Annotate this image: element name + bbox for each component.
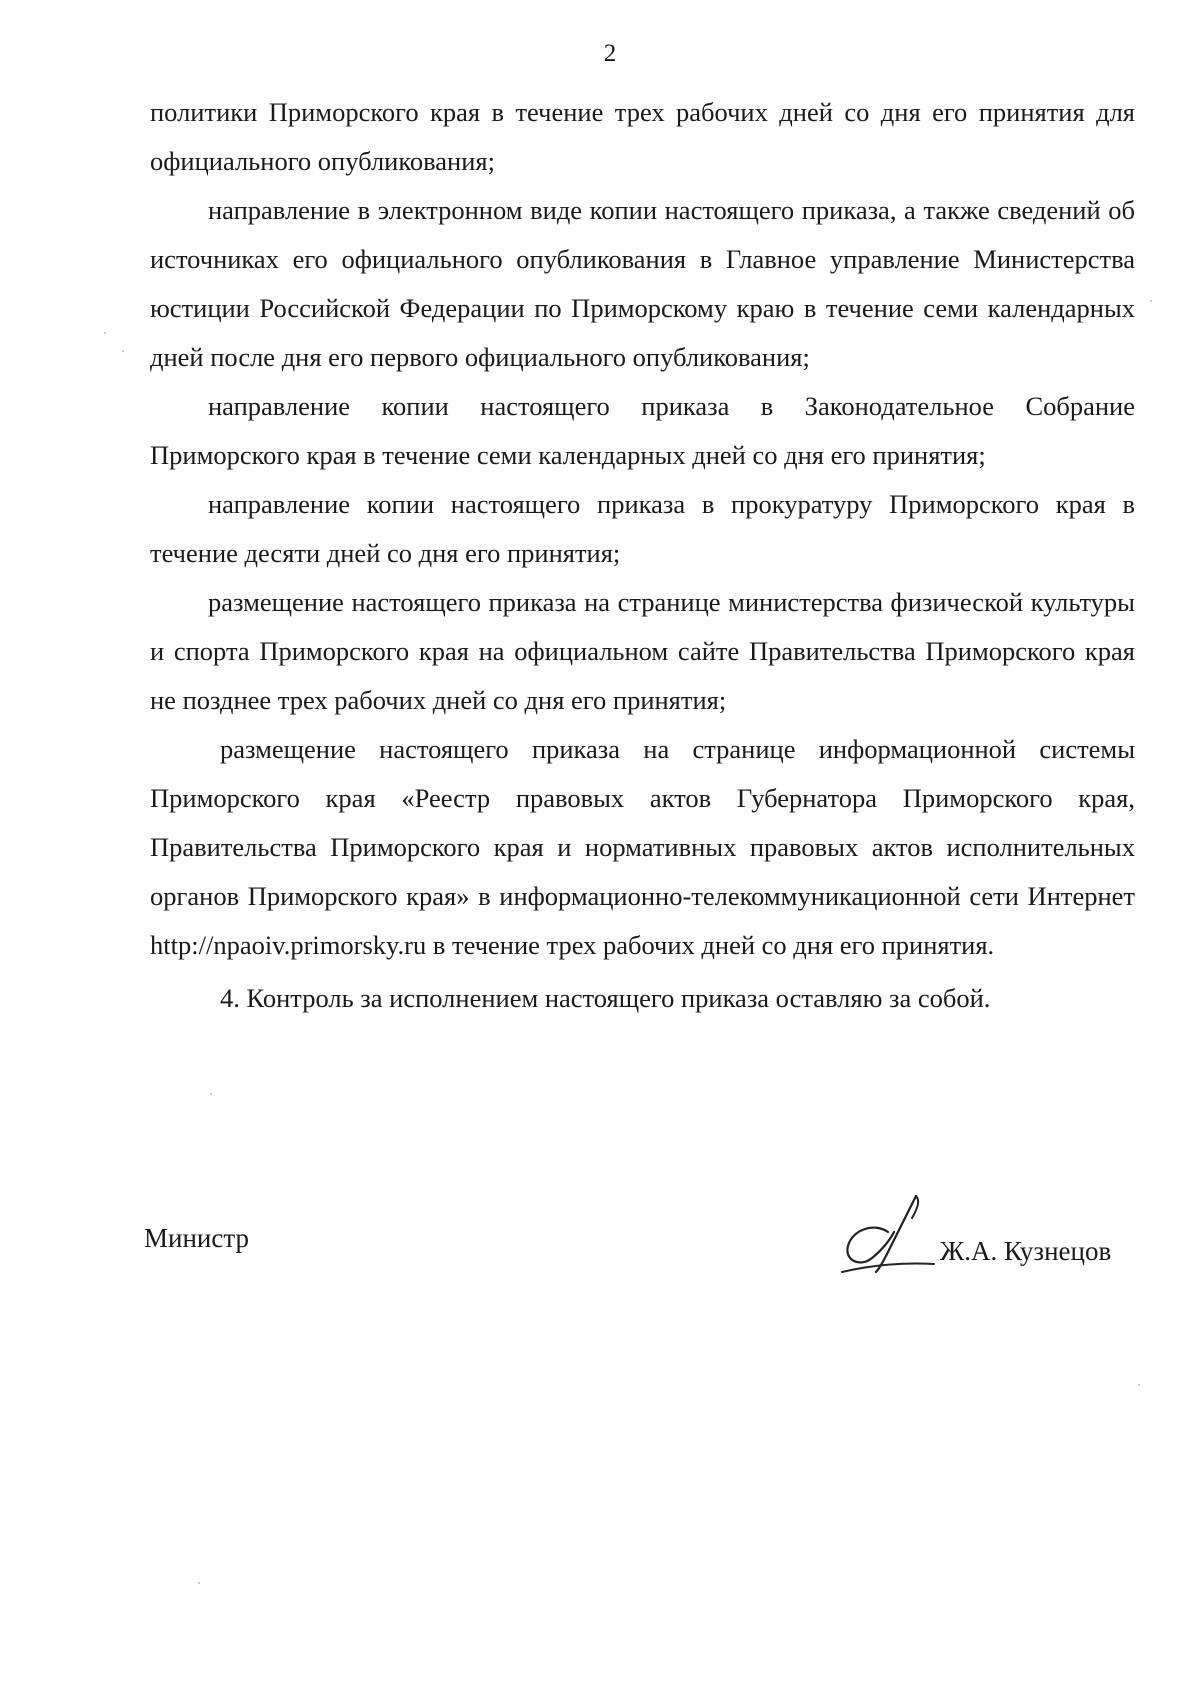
scan-speck: [122, 350, 124, 352]
document-body: [150, 88, 1135, 1023]
scan-speck: [210, 1093, 212, 1095]
page-number: 2: [603, 40, 617, 67]
signatory-name: Ж.А. Кузнецов: [940, 1236, 1112, 1266]
scan-speck: [104, 332, 106, 334]
paragraph-prosecutor: направление копии настоящего приказа в прокуратуру Приморского края в течение десяти дней со дня его принятия;: [150, 489, 1135, 568]
scan-speck: [1138, 1384, 1140, 1386]
paragraph-ministry-website: размещение настоящего приказа на странице министерства физической культуры и спорта Приморского края на официальном сайте Правительства Приморского края не позднее трех рабочих дней со дня его принятия;: [150, 587, 1135, 715]
scan-speck: [1150, 300, 1152, 302]
paragraph-control-clause: 4. Контроль за исполнением настоящего приказа оставляю за собой.: [220, 983, 991, 1013]
paragraph-continuation: политики Приморского края в течение трех рабочих дней со дня его принятия для официального опубликования;: [150, 97, 1135, 176]
paragraph-ministry-of-justice: направление в электронном виде копии настоящего приказа, а также сведений об источниках его официального опубликования в Главное управление Министерства юстиции Российской Федерации по Приморскому краю в течение семи календарных дней после дня его первого официального опубликования;: [150, 195, 1135, 372]
paragraph-legislative-assembly: направление копии настоящего приказа в Законодательное Собрание Приморского края в течение семи календарных дней со дня его принятия;: [150, 391, 1135, 470]
paragraph-legal-acts-registry: размещение настоящего приказа на странице информационной системы Приморского края «Реестр правовых актов Губернатора Приморского края, Правительства Приморского края и нормативных правовых актов исполнительных органов Приморского края» в информационно-телекоммуникационной сети Интернет http://npaoiv.primorsky.ru в течение трех рабочих дней со дня его принятия.: [150, 734, 1135, 960]
scan-speck: [198, 1582, 200, 1584]
signatory-role: Министр: [144, 1223, 249, 1253]
handwritten-signature-icon: [838, 1192, 938, 1278]
